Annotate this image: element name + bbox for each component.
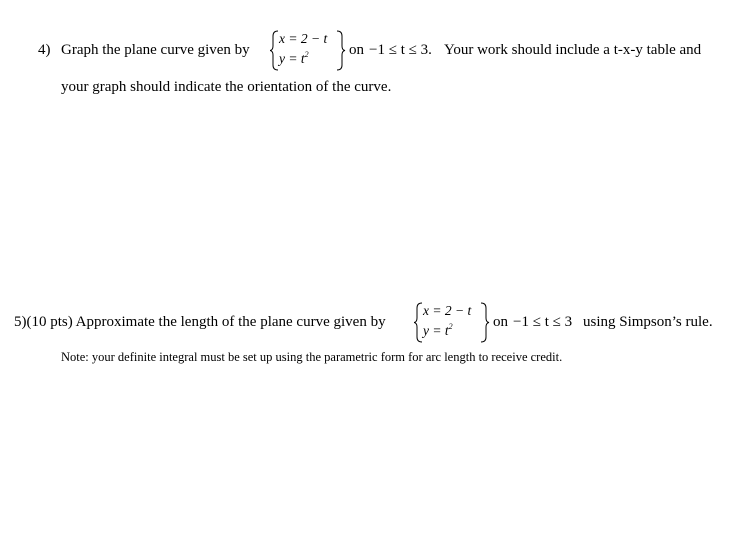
problem-5-parametric-system: [414, 302, 488, 342]
problem-5-note: Note: your definite integral must be set up using the parametric form for arc length to receive credit.: [61, 350, 563, 364]
problem-4-equation-x: x = 2 − t: [279, 31, 328, 46]
problem-4-on-text: on: [349, 42, 364, 58]
problem-5-tail-text: using Simpson’s rule.: [583, 314, 713, 330]
problem-4-equation-y: $y = t^2$: [279, 50, 309, 66]
problem-4-parametric-system: [270, 30, 344, 70]
problem-4-number: 4): [38, 42, 51, 58]
problem-5-equation-x: x = 2 − t: [423, 303, 472, 318]
problem-4-lead-text: Graph the plane curve given by: [61, 42, 250, 58]
problem-5-interval: −1 ≤ t ≤ 3: [513, 314, 573, 330]
problem-4-line-2: your graph should indicate the orientation of the curve.: [61, 79, 392, 95]
problem-5-lead-text: 5)(10 pts) Approximate the length of the plane curve given by: [14, 314, 386, 330]
problem-5-equation-y: $y = t^2$: [423, 322, 453, 338]
problem-5-on-text: on: [493, 314, 508, 330]
problem-4-tail-text: Your work should include a t-x-y table and: [444, 42, 702, 58]
problem-4-interval: −1 ≤ t ≤ 3.: [369, 42, 432, 58]
